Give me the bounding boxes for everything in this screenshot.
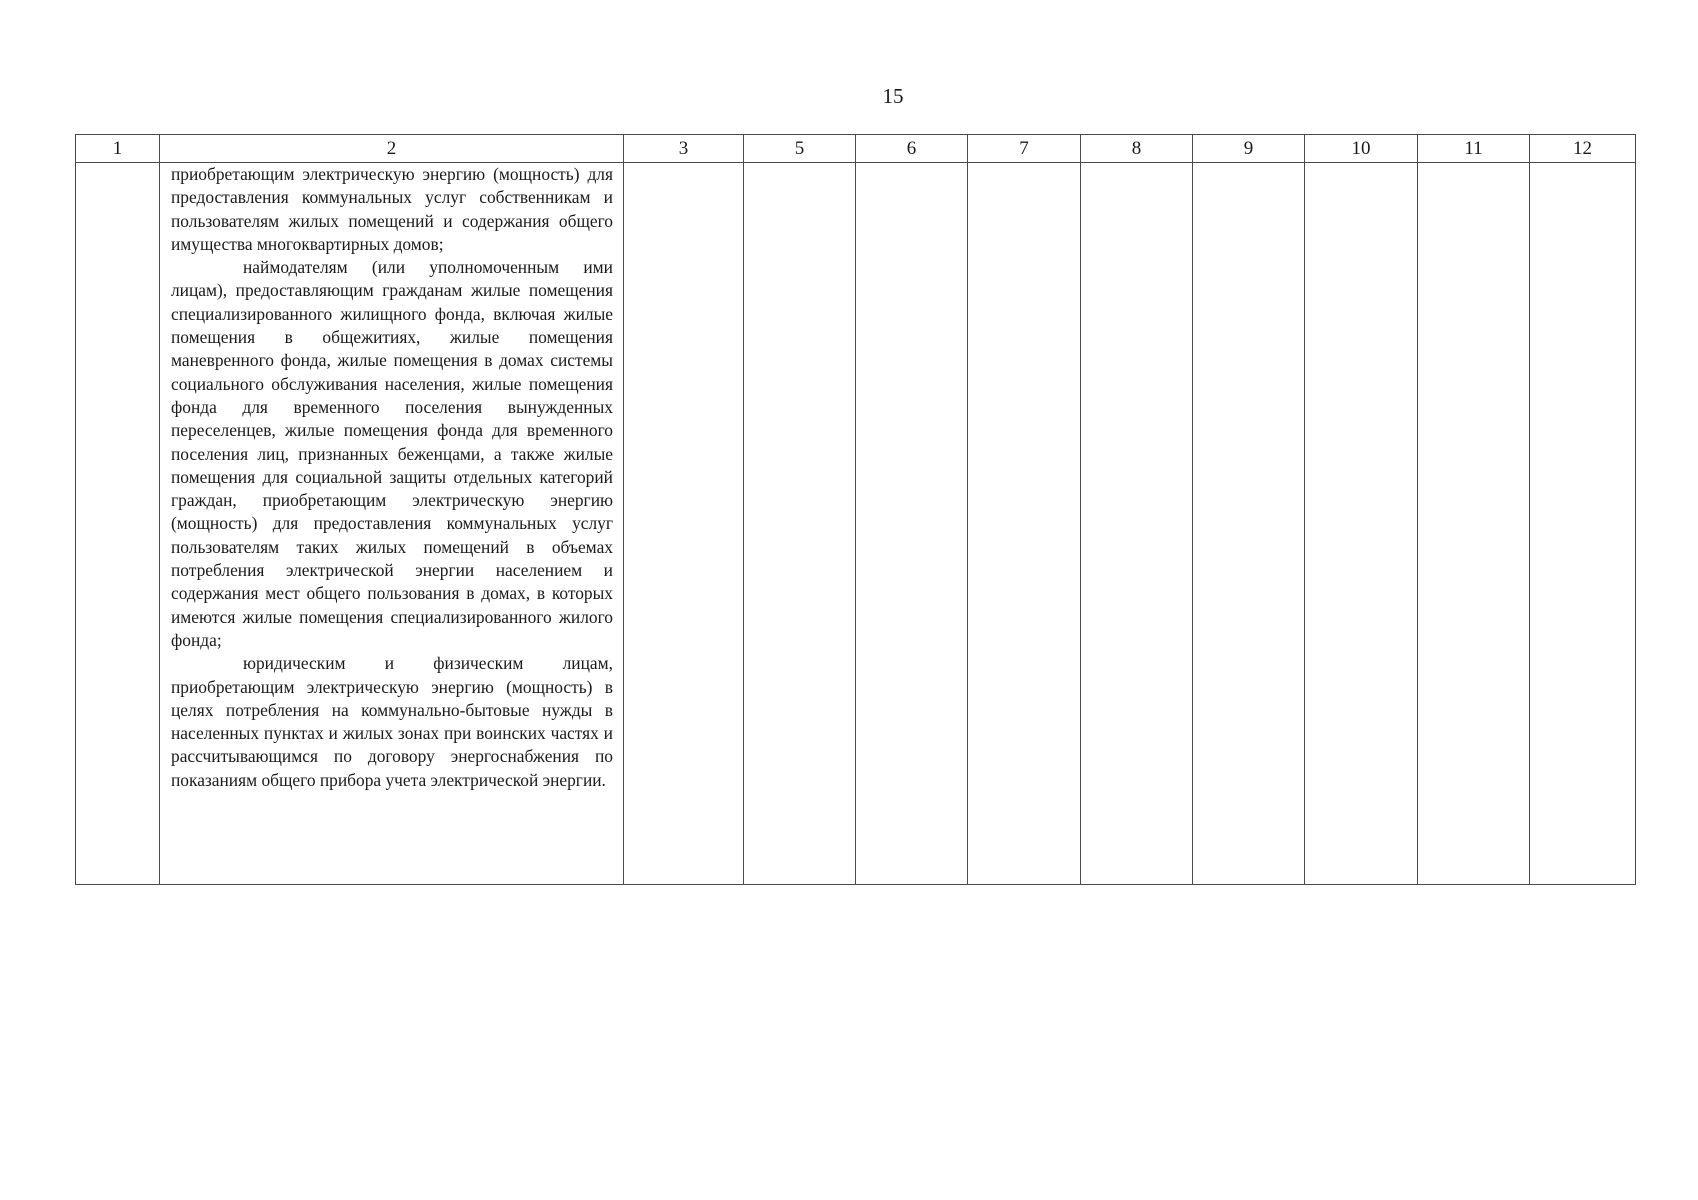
column-header-7: 7 bbox=[968, 135, 1081, 163]
cell-col-10 bbox=[1305, 163, 1418, 885]
column-header-2: 2 bbox=[160, 135, 624, 163]
cell-col-5 bbox=[744, 163, 856, 885]
description-paragraph: приобретающим электрическую энергию (мощность) для предоставления коммунальных услуг собственникам и пользователям жилых помещений и содержания общего имущества многоквартирных домов; bbox=[171, 164, 613, 254]
description-text bbox=[160, 163, 623, 792]
cell-col-9 bbox=[1193, 163, 1305, 885]
column-header-1: 1 bbox=[76, 135, 160, 163]
column-header-6: 6 bbox=[856, 135, 968, 163]
cell-col-8 bbox=[1081, 163, 1193, 885]
column-header-3: 3 bbox=[624, 135, 744, 163]
column-header-5: 5 bbox=[744, 135, 856, 163]
cell-col-1 bbox=[76, 163, 160, 885]
table-row bbox=[76, 163, 1636, 885]
header-row bbox=[76, 135, 1636, 163]
column-header-10: 10 bbox=[1305, 135, 1418, 163]
description-paragraph: юридическим и физическим лицам, приобретающим электрическую энергию (мощность) в целях потребления на коммунально-бытовые нужды в населенных пунктах и жилых зонах при воинских частях и рассчитывающимся по договору энергоснабжения по показаниям общего прибора учета электрической энергии. bbox=[171, 653, 613, 790]
cell-col-3 bbox=[624, 163, 744, 885]
cell-col-2 bbox=[160, 163, 624, 885]
description-paragraph: наймодателям (или уполномоченным ими лицам), предоставляющим гражданам жилые помещения специализированного жилищного фонда, включая жилые помещения в общежитиях, жилые помещения маневренного фонда, жилые помещения в домах системы социального обслуживания населения, жилые помещения фонда для временного поселения вынужденных переселенцев, жилые помещения фонда для временного поселения лиц, признанных беженцами, а также жилые помещения для социальной защиты отдельных категорий граждан, приобретающим электрическую энергию (мощность) для предоставления коммунальных услуг пользователям таких жилых помещений в объемах потребления электрической энергии населением и содержания мест общего пользования в домах, в которых имеются жилые помещения специализированного жилого фонда; bbox=[171, 257, 613, 650]
cell-col-7 bbox=[968, 163, 1081, 885]
tariff-table bbox=[75, 134, 1636, 885]
cell-col-11 bbox=[1418, 163, 1530, 885]
column-header-8: 8 bbox=[1081, 135, 1193, 163]
cell-col-12 bbox=[1530, 163, 1636, 885]
column-header-9: 9 bbox=[1193, 135, 1305, 163]
column-header-12: 12 bbox=[1530, 135, 1636, 163]
cell-col-6 bbox=[856, 163, 968, 885]
page-number: 15 bbox=[882, 84, 904, 108]
column-header-11: 11 bbox=[1418, 135, 1530, 163]
